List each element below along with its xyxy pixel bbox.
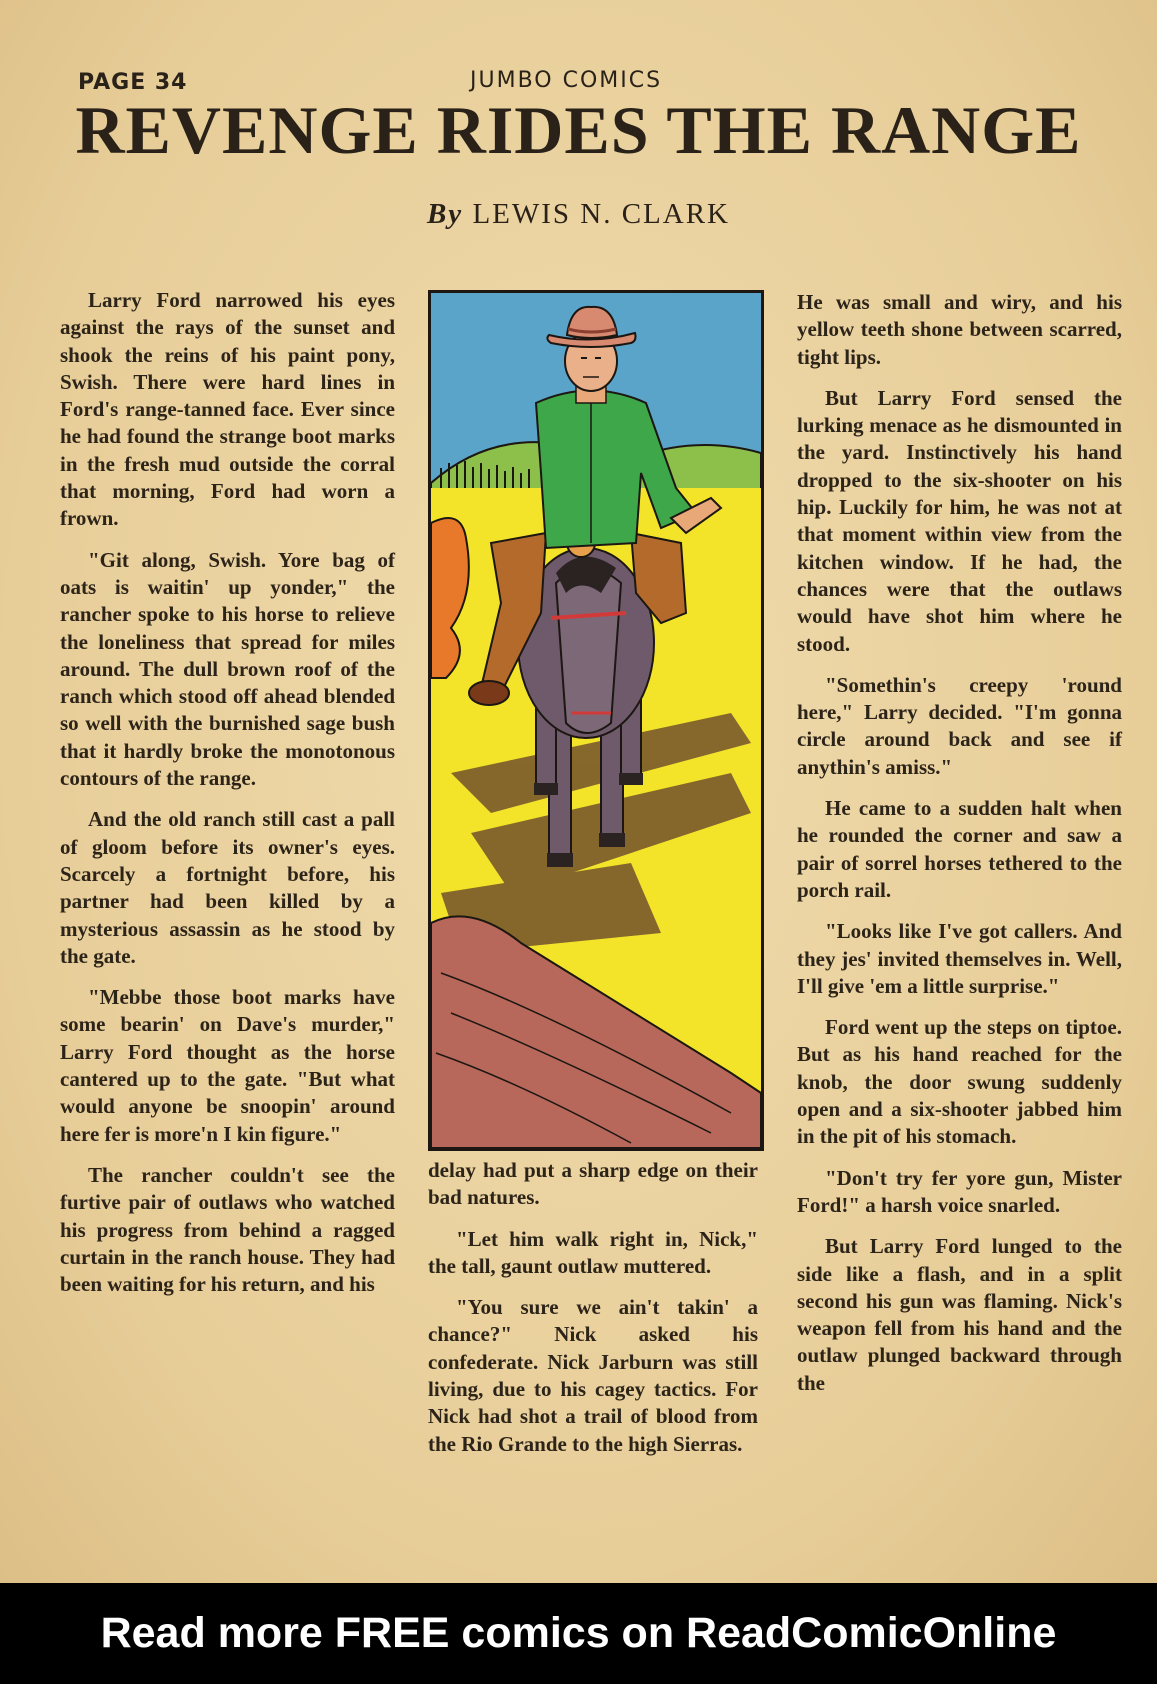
paragraph: Ford went up the steps on tiptoe. But as his hand reached for the knob, the door swung suddenly open and a six-shooter jabbed him in the pit of his stomach. (797, 1015, 1122, 1149)
paragraph: "Mebbe those boot marks have some bearin' on Dave's murder," Larry Ford thought as the horse cantered up to the gate. "But what would anyone be snoopin' around here fer is more'n I kin figure." (60, 985, 395, 1146)
paragraph: Larry Ford narrowed his eyes against the rays of the sunset and shook the reins of his paint pony, Swish. There were hard lines in Ford's range-tanned face. Ever since he had found the strange boot marks in the fresh mud outside the corral that morning, Ford had worn a frown. (60, 288, 395, 531)
text-column-left (60, 287, 395, 1312)
byline-prefix: By (426, 198, 464, 230)
paragraph: But Larry Ford sensed the lurking menace as he dismounted in the yard. Instinctively his hand dropped to the six-shooter on his hip. Luckily for him, he was not at that moment within view from the kitchen window. If he had, the chances were that the outlaws would have shot him where he stood. (797, 385, 1122, 656)
paragraph: "You sure we ain't takin' a chance?" Nick asked his confederate. Nick Jarburn was still living, due to his cagey tactics. For Nick had shot a trail of blood from the Rio Grande to the high Sierras. (428, 1295, 758, 1456)
paragraph: delay had put a sharp edge on their bad natures. (428, 1158, 758, 1210)
paragraph: The rancher couldn't see the furtive pair of outlaws who watched his progress from behind a ragged curtain in the ranch house. They had been waiting for his return, and his (60, 1162, 395, 1297)
cowboy-illustration (428, 290, 764, 1151)
story-title: REVENGE RIDES THE RANGE (75, 92, 1082, 168)
paragraph: But Larry Ford lunged to the side like a flash, and in a split second his gun was flaming. Nick's weapon fell from his hand and the outlaw plunged backward through the (797, 1234, 1122, 1395)
paragraph: "Looks like I've got callers. And they jes' invited themselves in. Well, I'll give 'em a little surprise." (797, 919, 1122, 998)
promo-banner-text[interactable]: Read more FREE comics on ReadComicOnline (100, 1609, 1057, 1657)
promo-banner[interactable] (0, 1583, 1157, 1684)
text-column-middle (428, 1157, 758, 1472)
cowboy-on-horse-image (431, 293, 761, 1148)
text-column-right (797, 289, 1122, 1411)
paragraph: He was small and wiry, and his yellow teeth shone between scarred, tight lips. (797, 290, 1122, 369)
author-name: LEWIS N. CLARK (472, 198, 731, 230)
magazine-title: JUMBO COMICS (470, 68, 663, 93)
paragraph: "Somethin's creepy 'round here," Larry decided. "I'm gonna circle around back and see if anythin's amiss." (797, 672, 1122, 779)
page-number: PAGE 34 (78, 70, 188, 95)
paragraph: And the old ranch still cast a pall of gloom before its owner's eyes. Scarcely a fortnight before, his partner had been killed by a mysterious assassin as he stood by the gate. (60, 807, 395, 968)
byline (0, 198, 1157, 231)
paragraph: He came to a sudden halt when he rounded the corner and saw a pair of sorrel horses tethered to the porch rail. (797, 796, 1122, 902)
paragraph: "Let him walk right in, Nick," the tall, gaunt outlaw muttered. (428, 1226, 758, 1278)
paragraph: "Git along, Swish. Yore bag of oats is waitin' up yonder," the rancher spoke to his horse to relieve the loneliness that spread for miles around. The dull brown roof of the ranch which stood off ahead blended so well with the burnished sage bush that it hardly broke the monotonous contours of the range. (60, 547, 395, 791)
paragraph: "Don't try fer yore gun, Mister Ford!" a harsh voice snarled. (797, 1165, 1122, 1217)
